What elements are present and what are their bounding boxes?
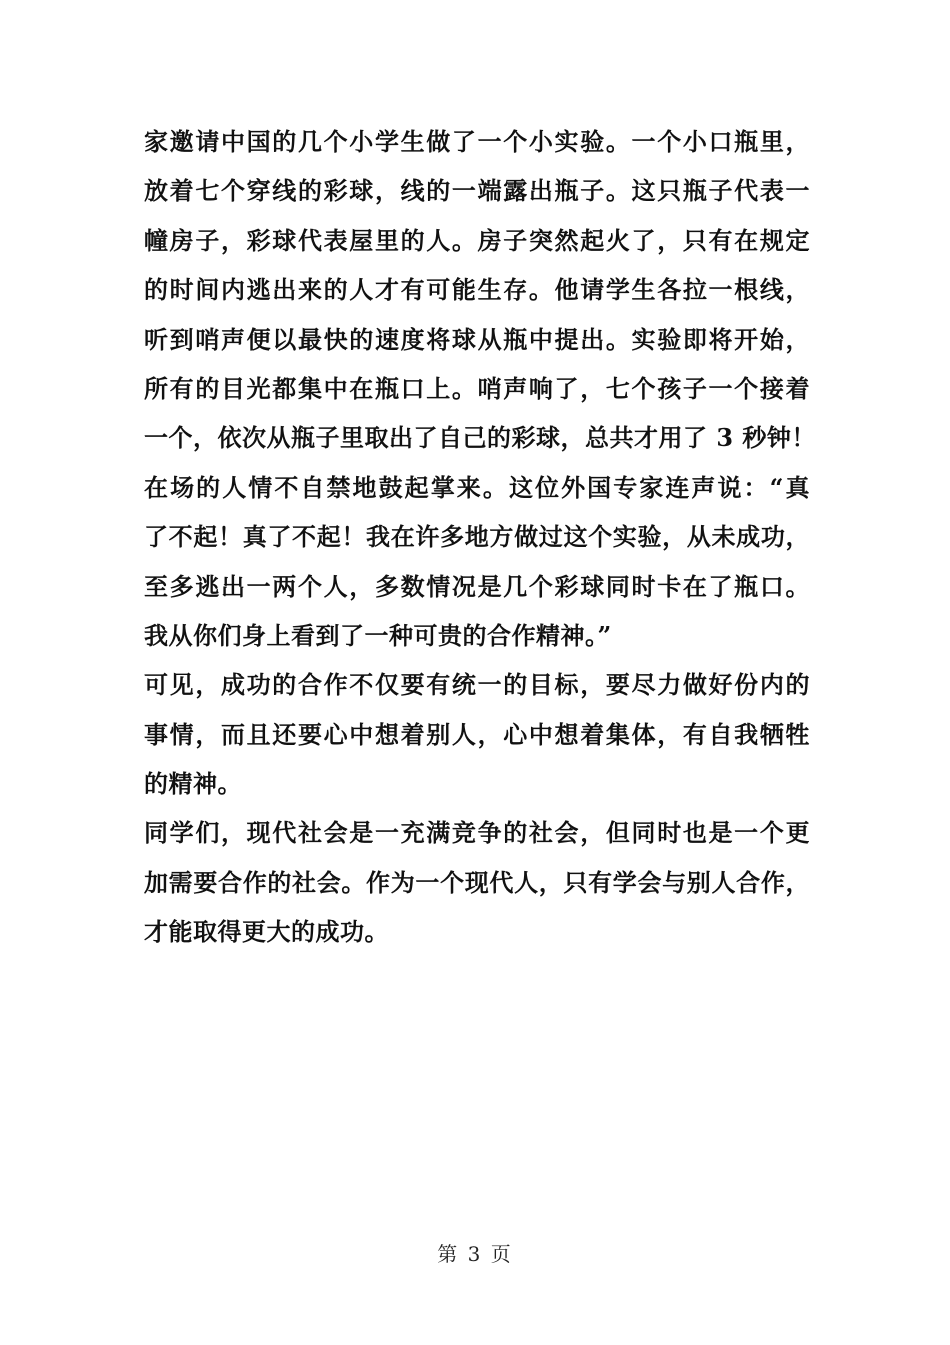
text-line: 所有的目光都集中在瓶口上。哨声响了，七个孩子一个接着 bbox=[144, 373, 810, 403]
text-line: 了不起！真了不起！我在许多地方做过这个实验，从未成功， bbox=[144, 522, 810, 552]
text-line: 的精神。 bbox=[144, 769, 242, 799]
text-line: 同学们，现代社会是一充满竞争的社会，但同时也是一个更 bbox=[144, 818, 810, 848]
text-line: 听到哨声便以最快的速度将球从瓶中提出。实验即将开始， bbox=[144, 324, 810, 354]
text-line: 家邀请中国的几个小学生做了一个小实验。一个小口瓶里， bbox=[144, 127, 810, 156]
text-line: 事情，而且还要心中想着别人，心中想着集体，有自我牺牲 bbox=[144, 719, 810, 749]
text-line: 至多逃出一两个人，多数情况是几个彩球同时卡在了瓶口。 bbox=[144, 571, 810, 601]
text-line: 可见，成功的合作不仅要有统一的目标，要尽力做好份内的 bbox=[144, 670, 810, 700]
text-line: 放着七个穿线的彩球，线的一端露出瓶子。这只瓶子代表一 bbox=[144, 176, 810, 206]
text-line: 我从你们身上看到了一种可贵的合作精神。” bbox=[144, 620, 612, 650]
page-number: 第 3 页 bbox=[437, 1242, 513, 1266]
text-line: 幢房子，彩球代表屋里的人。房子突然起火了，只有在规定 bbox=[144, 225, 810, 255]
text-line: 的时间内逃出来的人才有可能生存。他请学生各拉一根线， bbox=[144, 275, 810, 305]
body-text bbox=[144, 117, 816, 957]
text-line: 在场的人情不自禁地鼓起掌来。这位外国专家连声说：“真 bbox=[144, 472, 810, 502]
text-line: 一个，依次从瓶子里取出了自己的彩球，总共才用了 3 秒钟！ bbox=[144, 423, 816, 453]
text-line: 加需要合作的社会。作为一个现代人，只有学会与别人合作， bbox=[144, 867, 810, 897]
text-line: 才能取得更大的成功。 bbox=[144, 917, 389, 947]
